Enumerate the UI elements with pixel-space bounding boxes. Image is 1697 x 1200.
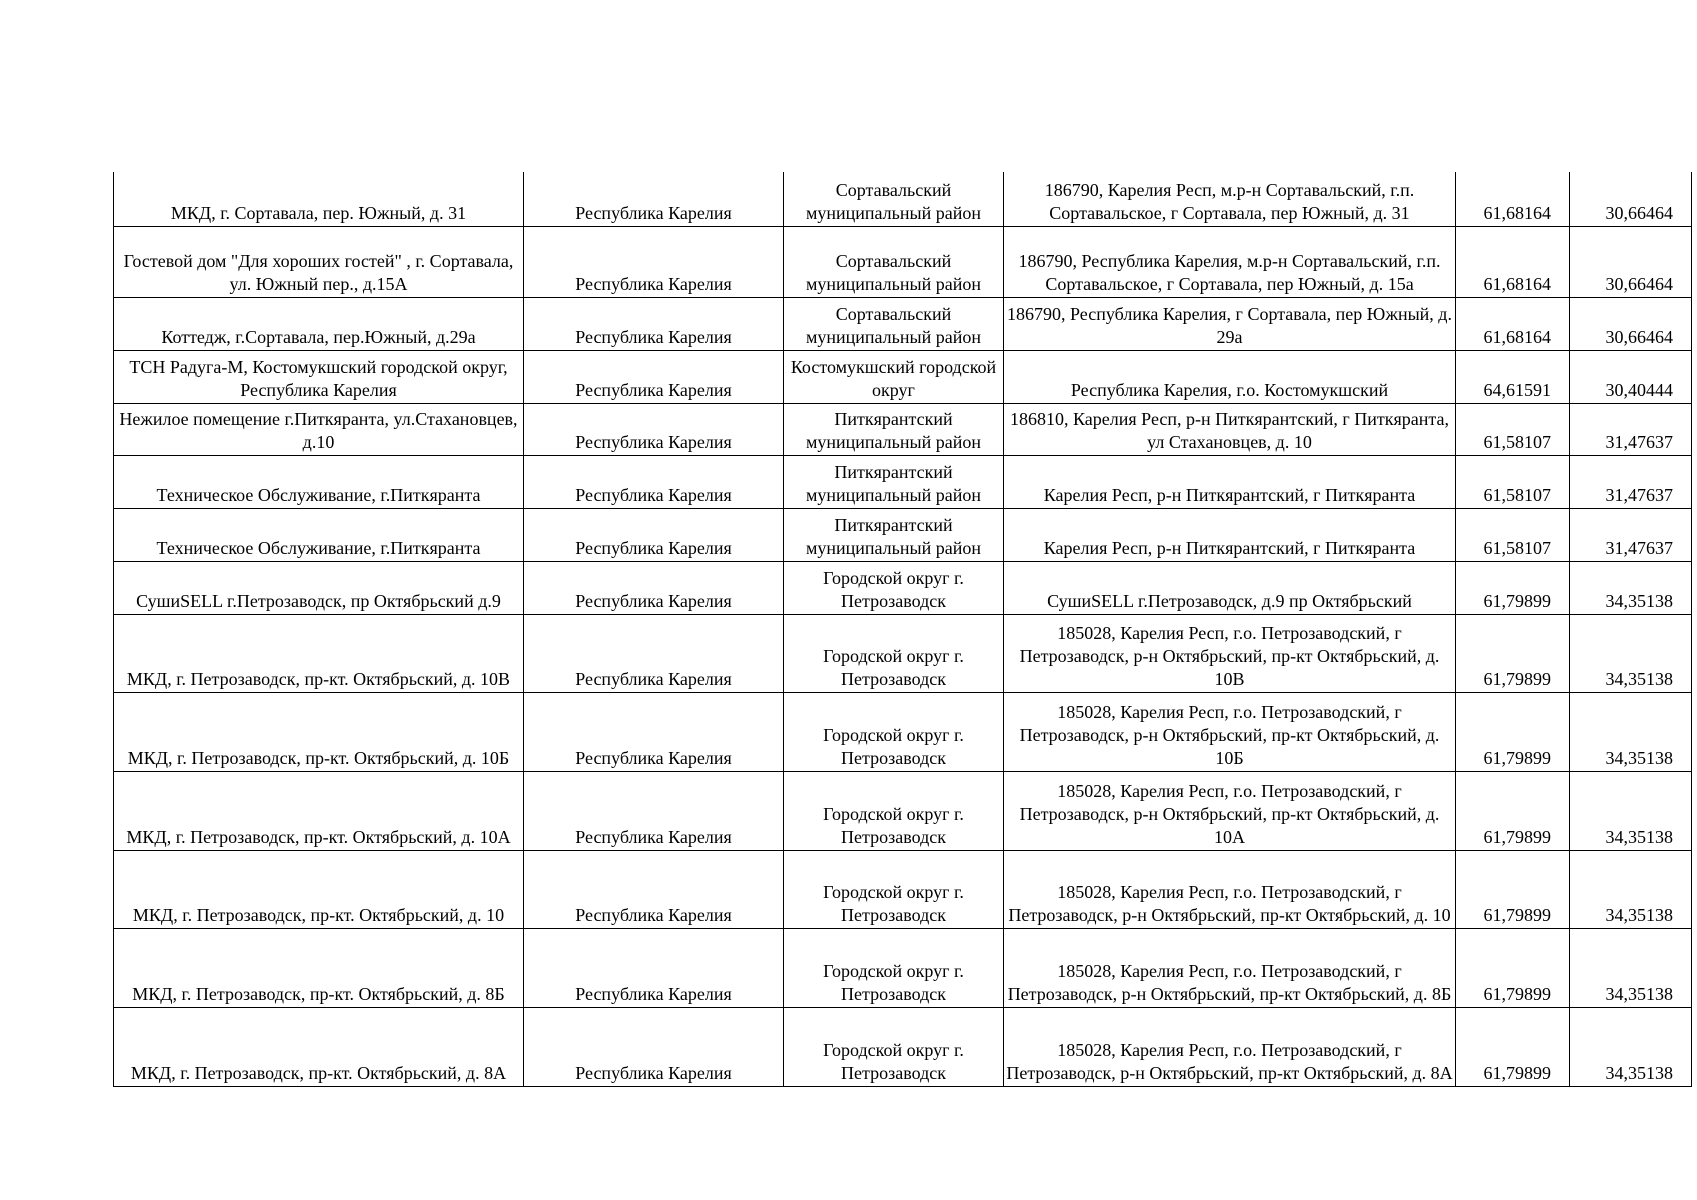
cell-region: Республика Карелия (524, 1007, 784, 1086)
table-row (114, 561, 1692, 614)
cell-latitude: 61,58107 (1456, 455, 1570, 508)
cell-address: Республика Карелия, г.о. Костомукшский (1004, 350, 1456, 403)
cell-object-name: МКД, г. Петрозаводск, пр-кт. Октябрьский, д. 10А (114, 771, 524, 850)
cell-region: Республика Карелия (524, 350, 784, 403)
table-row (114, 692, 1692, 771)
cell-municipality: Питкярантский муниципальный район (784, 403, 1004, 455)
cell-object-name: МКД, г. Петрозаводск, пр-кт. Октябрьский, д. 8Б (114, 928, 524, 1007)
cell-municipality: Городской округ г. Петрозаводск (784, 561, 1004, 614)
cell-longitude: 30,66464 (1570, 297, 1692, 350)
cell-municipality: Городской округ г. Петрозаводск (784, 771, 1004, 850)
objects-table (113, 172, 1692, 1087)
cell-object-name: ТСН Радуга-М, Костомукшский городской округ, Республика Карелия (114, 350, 524, 403)
cell-latitude: 61,79899 (1456, 1007, 1570, 1086)
table-row (114, 455, 1692, 508)
cell-address: 185028, Карелия Респ, г.о. Петрозаводский, г Петрозаводск, р-н Октябрьский, пр-кт Октябрьский, д. 8Б (1004, 928, 1456, 1007)
cell-address: 185028, Карелия Респ, г.о. Петрозаводский, г Петрозаводск, р-н Октябрьский, пр-кт Октябрьский, д. 8А (1004, 1007, 1456, 1086)
cell-latitude: 61,58107 (1456, 403, 1570, 455)
cell-longitude: 31,47637 (1570, 508, 1692, 561)
cell-address: 185028, Карелия Респ, г.о. Петрозаводский, г Петрозаводск, р-н Октябрьский, пр-кт Октябрьский, д. 10Б (1004, 692, 1456, 771)
cell-longitude: 31,47637 (1570, 455, 1692, 508)
cell-address: 186790, Карелия Респ, м.р-н Сортавальский, г.п. Сортавальское, г Сортавала, пер Южный, д. 31 (1004, 172, 1456, 226)
cell-region: Республика Карелия (524, 692, 784, 771)
cell-municipality: Городской округ г. Петрозаводск (784, 614, 1004, 692)
cell-latitude: 61,79899 (1456, 614, 1570, 692)
cell-municipality: Питкярантский муниципальный район (784, 455, 1004, 508)
cell-region: Республика Карелия (524, 172, 784, 226)
cell-object-name: Гостевой дом "Для хороших гостей" , г. Сортавала, ул. Южный пер., д.15А (114, 226, 524, 297)
cell-address: Карелия Респ, р-н Питкярантский, г Питкяранта (1004, 508, 1456, 561)
cell-latitude: 61,68164 (1456, 297, 1570, 350)
cell-longitude: 34,35138 (1570, 614, 1692, 692)
cell-longitude: 34,35138 (1570, 850, 1692, 928)
cell-address: 186810, Карелия Респ, р-н Питкярантский, г Питкяранта, ул Стахановцев, д. 10 (1004, 403, 1456, 455)
cell-municipality: Сортавальский муниципальный район (784, 226, 1004, 297)
table-body (114, 172, 1692, 1086)
cell-longitude: 31,47637 (1570, 403, 1692, 455)
table-row (114, 403, 1692, 455)
cell-longitude: 30,66464 (1570, 226, 1692, 297)
cell-object-name: Нежилое помещение г.Питкяранта, ул.Стахановцев, д.10 (114, 403, 524, 455)
table-row (114, 928, 1692, 1007)
cell-municipality: Сортавальский муниципальный район (784, 297, 1004, 350)
table-row (114, 1007, 1692, 1086)
cell-longitude: 30,40444 (1570, 350, 1692, 403)
cell-region: Республика Карелия (524, 928, 784, 1007)
cell-municipality: Костомукшский городской округ (784, 350, 1004, 403)
cell-region: Республика Карелия (524, 455, 784, 508)
table-row (114, 614, 1692, 692)
cell-latitude: 61,79899 (1456, 850, 1570, 928)
cell-region: Республика Карелия (524, 226, 784, 297)
cell-address: 186790, Республика Карелия, м.р-н Сортавальский, г.п. Сортавальское, г Сортавала, пер Южный, д. 15а (1004, 226, 1456, 297)
cell-region: Республика Карелия (524, 403, 784, 455)
table-row (114, 226, 1692, 297)
cell-object-name: Техническое Обслуживание, г.Питкяранта (114, 455, 524, 508)
cell-object-name: Техническое Обслуживание, г.Питкяранта (114, 508, 524, 561)
cell-address: 186790, Республика Карелия, г Сортавала, пер Южный, д. 29а (1004, 297, 1456, 350)
cell-object-name: МКД, г. Петрозаводск, пр-кт. Октябрьский, д. 10В (114, 614, 524, 692)
cell-municipality: Городской округ г. Петрозаводск (784, 850, 1004, 928)
cell-latitude: 61,79899 (1456, 771, 1570, 850)
table-row (114, 850, 1692, 928)
table-row (114, 172, 1692, 226)
cell-address: Карелия Респ, р-н Питкярантский, г Питкяранта (1004, 455, 1456, 508)
cell-municipality: Городской округ г. Петрозаводск (784, 928, 1004, 1007)
table-row (114, 771, 1692, 850)
cell-longitude: 34,35138 (1570, 561, 1692, 614)
cell-address: СушиSELL г.Петрозаводск, д.9 пр Октябрьский (1004, 561, 1456, 614)
cell-region: Республика Карелия (524, 297, 784, 350)
cell-object-name: МКД, г. Петрозаводск, пр-кт. Октябрьский, д. 10 (114, 850, 524, 928)
cell-region: Республика Карелия (524, 771, 784, 850)
table-row (114, 508, 1692, 561)
cell-object-name: МКД, г. Петрозаводск, пр-кт. Октябрьский, д. 10Б (114, 692, 524, 771)
cell-region: Республика Карелия (524, 850, 784, 928)
cell-longitude: 34,35138 (1570, 1007, 1692, 1086)
cell-address: 185028, Карелия Респ, г.о. Петрозаводский, г Петрозаводск, р-н Октябрьский, пр-кт Октябрьский, д. 10 (1004, 850, 1456, 928)
cell-region: Республика Карелия (524, 561, 784, 614)
table-row (114, 297, 1692, 350)
cell-longitude: 34,35138 (1570, 771, 1692, 850)
cell-object-name: Коттедж, г.Сортавала, пер.Южный, д.29а (114, 297, 524, 350)
cell-address: 185028, Карелия Респ, г.о. Петрозаводский, г Петрозаводск, р-н Октябрьский, пр-кт Октябрьский, д. 10А (1004, 771, 1456, 850)
cell-longitude: 34,35138 (1570, 928, 1692, 1007)
cell-latitude: 61,79899 (1456, 928, 1570, 1007)
cell-object-name: СушиSELL г.Петрозаводск, пр Октябрьский д.9 (114, 561, 524, 614)
cell-longitude: 34,35138 (1570, 692, 1692, 771)
cell-latitude: 61,68164 (1456, 172, 1570, 226)
cell-longitude: 30,66464 (1570, 172, 1692, 226)
cell-latitude: 61,79899 (1456, 561, 1570, 614)
table-row (114, 350, 1692, 403)
cell-municipality: Питкярантский муниципальный район (784, 508, 1004, 561)
cell-region: Республика Карелия (524, 614, 784, 692)
cell-object-name: МКД, г. Сортавала, пер. Южный, д. 31 (114, 172, 524, 226)
cell-municipality: Городской округ г. Петрозаводск (784, 1007, 1004, 1086)
cell-latitude: 61,79899 (1456, 692, 1570, 771)
cell-region: Республика Карелия (524, 508, 784, 561)
cell-object-name: МКД, г. Петрозаводск, пр-кт. Октябрьский, д. 8А (114, 1007, 524, 1086)
cell-municipality: Городской округ г. Петрозаводск (784, 692, 1004, 771)
cell-latitude: 64,61591 (1456, 350, 1570, 403)
cell-address: 185028, Карелия Респ, г.о. Петрозаводский, г Петрозаводск, р-н Октябрьский, пр-кт Октябрьский, д. 10В (1004, 614, 1456, 692)
cell-municipality: Сортавальский муниципальный район (784, 172, 1004, 226)
cell-latitude: 61,58107 (1456, 508, 1570, 561)
cell-latitude: 61,68164 (1456, 226, 1570, 297)
